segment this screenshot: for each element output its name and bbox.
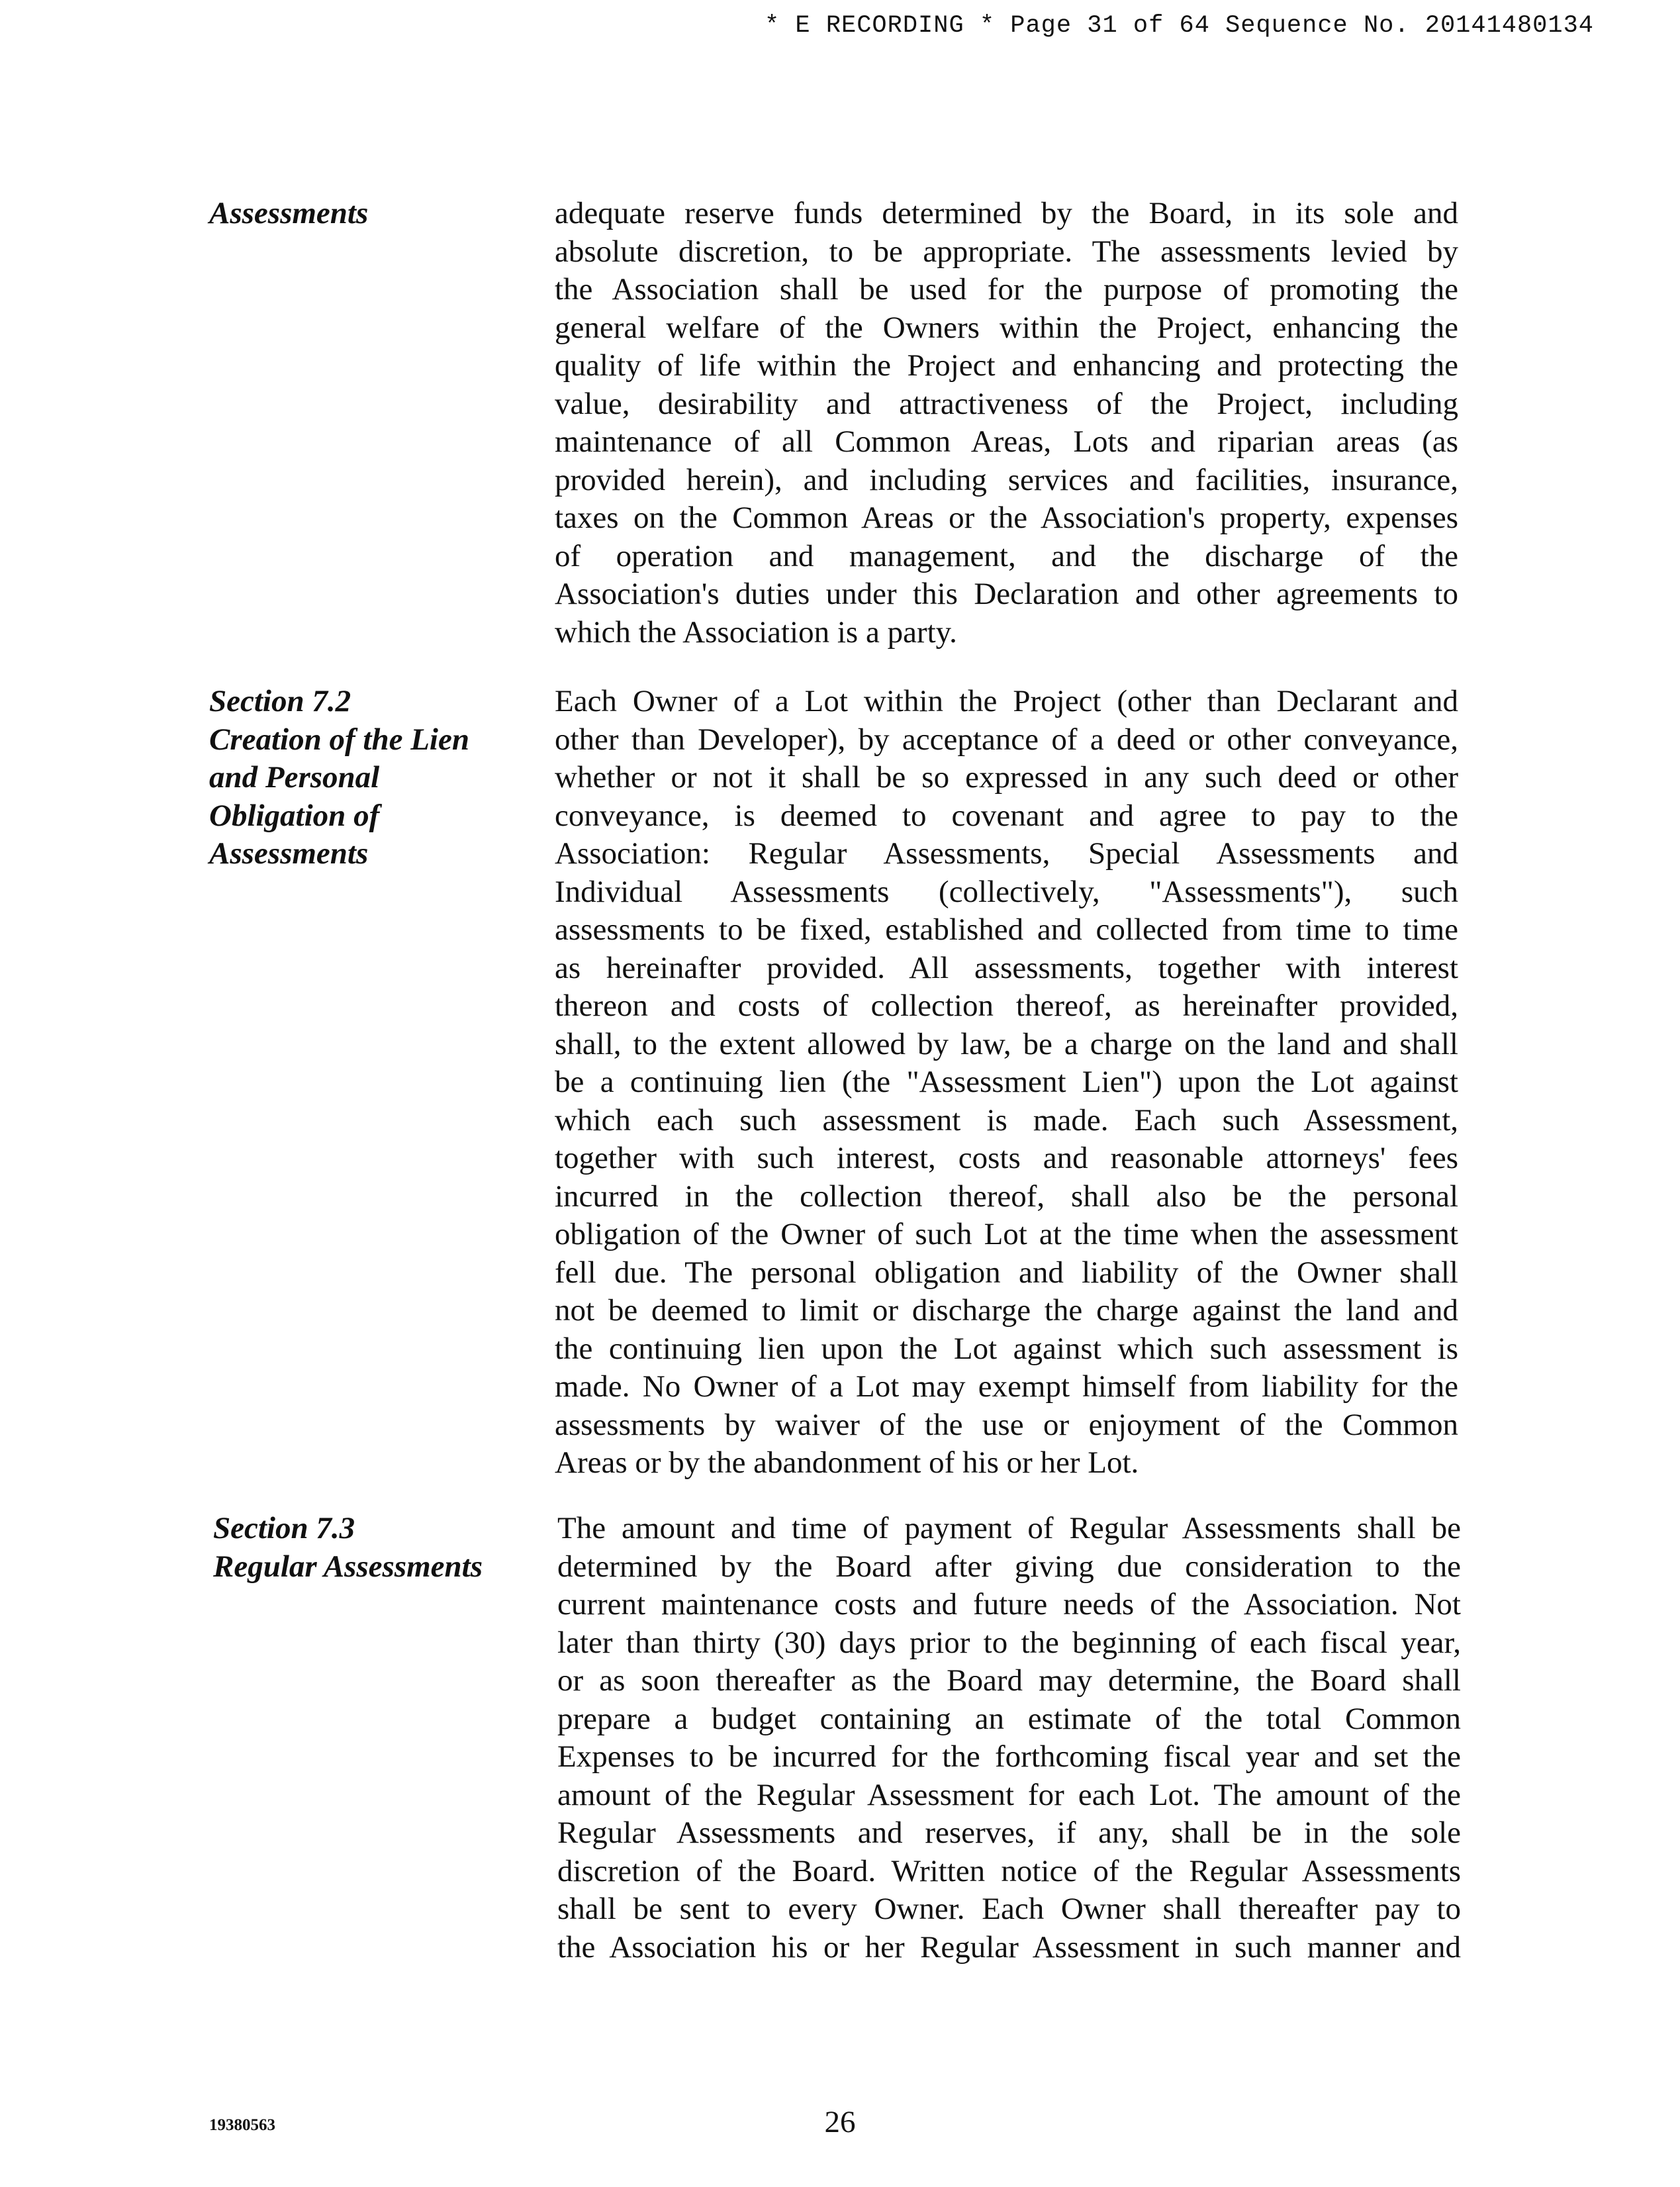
body-line: the Association his or her Regular Assessment in such manner and bbox=[557, 1929, 1461, 1965]
body-line: Association: Regular Assessments, Special Assessments and bbox=[555, 836, 1458, 871]
body-line: current maintenance costs and future needs of the Association. Not bbox=[557, 1587, 1461, 1622]
body-line: assessments by waiver of the use or enjoyment of the Common bbox=[555, 1407, 1458, 1442]
section-heading bbox=[209, 683, 514, 873]
heading-line: Assessments bbox=[209, 836, 369, 871]
section-body bbox=[555, 683, 1458, 1482]
body-line: maintenance of all Common Areas, Lots and riparian areas (as bbox=[555, 424, 1458, 459]
body-line: determined by the Board after giving due consideration to the bbox=[557, 1549, 1461, 1584]
body-line: assessments to be fixed, established and collected from time to time bbox=[555, 912, 1458, 947]
body-line: the Association shall be used for the purpose of promoting the bbox=[555, 272, 1458, 307]
body-line: of operation and management, and the discharge of the bbox=[555, 538, 1458, 573]
heading-line: Section 7.2 bbox=[209, 684, 351, 718]
body-line: taxes on the Common Areas or the Association's property, expenses bbox=[555, 501, 1458, 535]
body-line: shall be sent to every Owner. Each Owner shall thereafter pay to bbox=[557, 1892, 1461, 1926]
section-body bbox=[555, 195, 1458, 652]
body-line: Expenses to be incurred for the forthcoming fiscal year and set the bbox=[557, 1739, 1461, 1774]
body-line: conveyance, is deemed to covenant and agree to pay to the bbox=[555, 798, 1458, 833]
body-line: Each Owner of a Lot within the Project (other than Declarant and bbox=[555, 684, 1458, 718]
body-line: obligation of the Owner of such Lot at the time when the assessment bbox=[555, 1217, 1458, 1251]
page-number: 26 bbox=[824, 2105, 856, 2139]
document-id: 19380563 bbox=[209, 2116, 275, 2134]
body-line: other than Developer), by acceptance of a deed or other conveyance, bbox=[555, 722, 1458, 757]
section-heading bbox=[213, 1510, 518, 1586]
body-line: Areas or by the abandonment of his or her Lot. bbox=[555, 1445, 1139, 1480]
body-line: not be deemed to limit or discharge the charge against the land and bbox=[555, 1293, 1458, 1328]
heading-line: Regular Assessments bbox=[213, 1549, 483, 1584]
body-line: amount of the Regular Assessment for each Lot. The amount of the bbox=[557, 1777, 1461, 1812]
heading-line: Section 7.3 bbox=[213, 1511, 355, 1545]
body-line: which each such assessment is made. Each such Assessment, bbox=[555, 1102, 1458, 1138]
body-line: be a continuing lien (the "Assessment Lien") upon the Lot against bbox=[555, 1065, 1458, 1099]
body-line: general welfare of the Owners within the Project, enhancing the bbox=[555, 310, 1458, 345]
body-line: shall, to the extent allowed by law, be a charge on the land and shall bbox=[555, 1026, 1458, 1061]
body-line: adequate reserve funds determined by the Board, in its sole and bbox=[555, 196, 1458, 230]
heading-line: Assessments bbox=[209, 196, 369, 230]
body-line: Regular Assessments and reserves, if any, shall be in the sole bbox=[557, 1816, 1461, 1850]
body-line: quality of life within the Project and enhancing and protecting the bbox=[555, 348, 1458, 383]
section-body bbox=[557, 1510, 1461, 1967]
recording-header: * E RECORDING * Page 31 of 64 Sequence No. 20141480134 bbox=[765, 12, 1594, 40]
heading-line: Creation of the Lien bbox=[209, 722, 469, 757]
body-line: later than thirty (30) days prior to the beginning of each fiscal year, bbox=[557, 1625, 1461, 1660]
body-line: or as soon thereafter as the Board may determine, the Board shall bbox=[557, 1663, 1461, 1698]
body-line: incurred in the collection thereof, shall also be the personal bbox=[555, 1179, 1458, 1214]
body-line: provided herein), and including services and facilities, insurance, bbox=[555, 462, 1458, 497]
body-line: as hereinafter provided. All assessments, together with interest bbox=[555, 950, 1458, 985]
body-line: thereon and costs of collection thereof, as hereinafter provided, bbox=[555, 989, 1458, 1023]
body-line: absolute discretion, to be appropriate. The assessments levied by bbox=[555, 234, 1458, 269]
body-line: Association's duties under this Declaration and other agreements to bbox=[555, 577, 1458, 611]
body-line: fell due. The personal obligation and liability of the Owner shall bbox=[555, 1255, 1458, 1290]
body-line: whether or not it shall be so expressed in any such deed or other bbox=[555, 760, 1458, 795]
body-line: The amount and time of payment of Regular Assessments shall be bbox=[557, 1511, 1461, 1545]
section-heading bbox=[209, 195, 514, 233]
heading-line: and Personal bbox=[209, 760, 380, 795]
body-line: made. No Owner of a Lot may exempt himself from liability for the bbox=[555, 1369, 1458, 1404]
body-line: together with such interest, costs and reasonable attorneys' fees bbox=[555, 1141, 1458, 1175]
body-line: the continuing lien upon the Lot against which such assessment is bbox=[555, 1331, 1458, 1366]
body-line: Individual Assessments (collectively, "Assessments"), such bbox=[555, 874, 1458, 909]
body-line: value, desirability and attractiveness of the Project, including bbox=[555, 386, 1458, 421]
body-line: discretion of the Board. Written notice of the Regular Assessments bbox=[557, 1853, 1461, 1888]
body-line: prepare a budget containing an estimate of the total Common bbox=[557, 1701, 1461, 1736]
body-line: which the Association is a party. bbox=[555, 614, 957, 650]
heading-line: Obligation of bbox=[209, 798, 380, 833]
